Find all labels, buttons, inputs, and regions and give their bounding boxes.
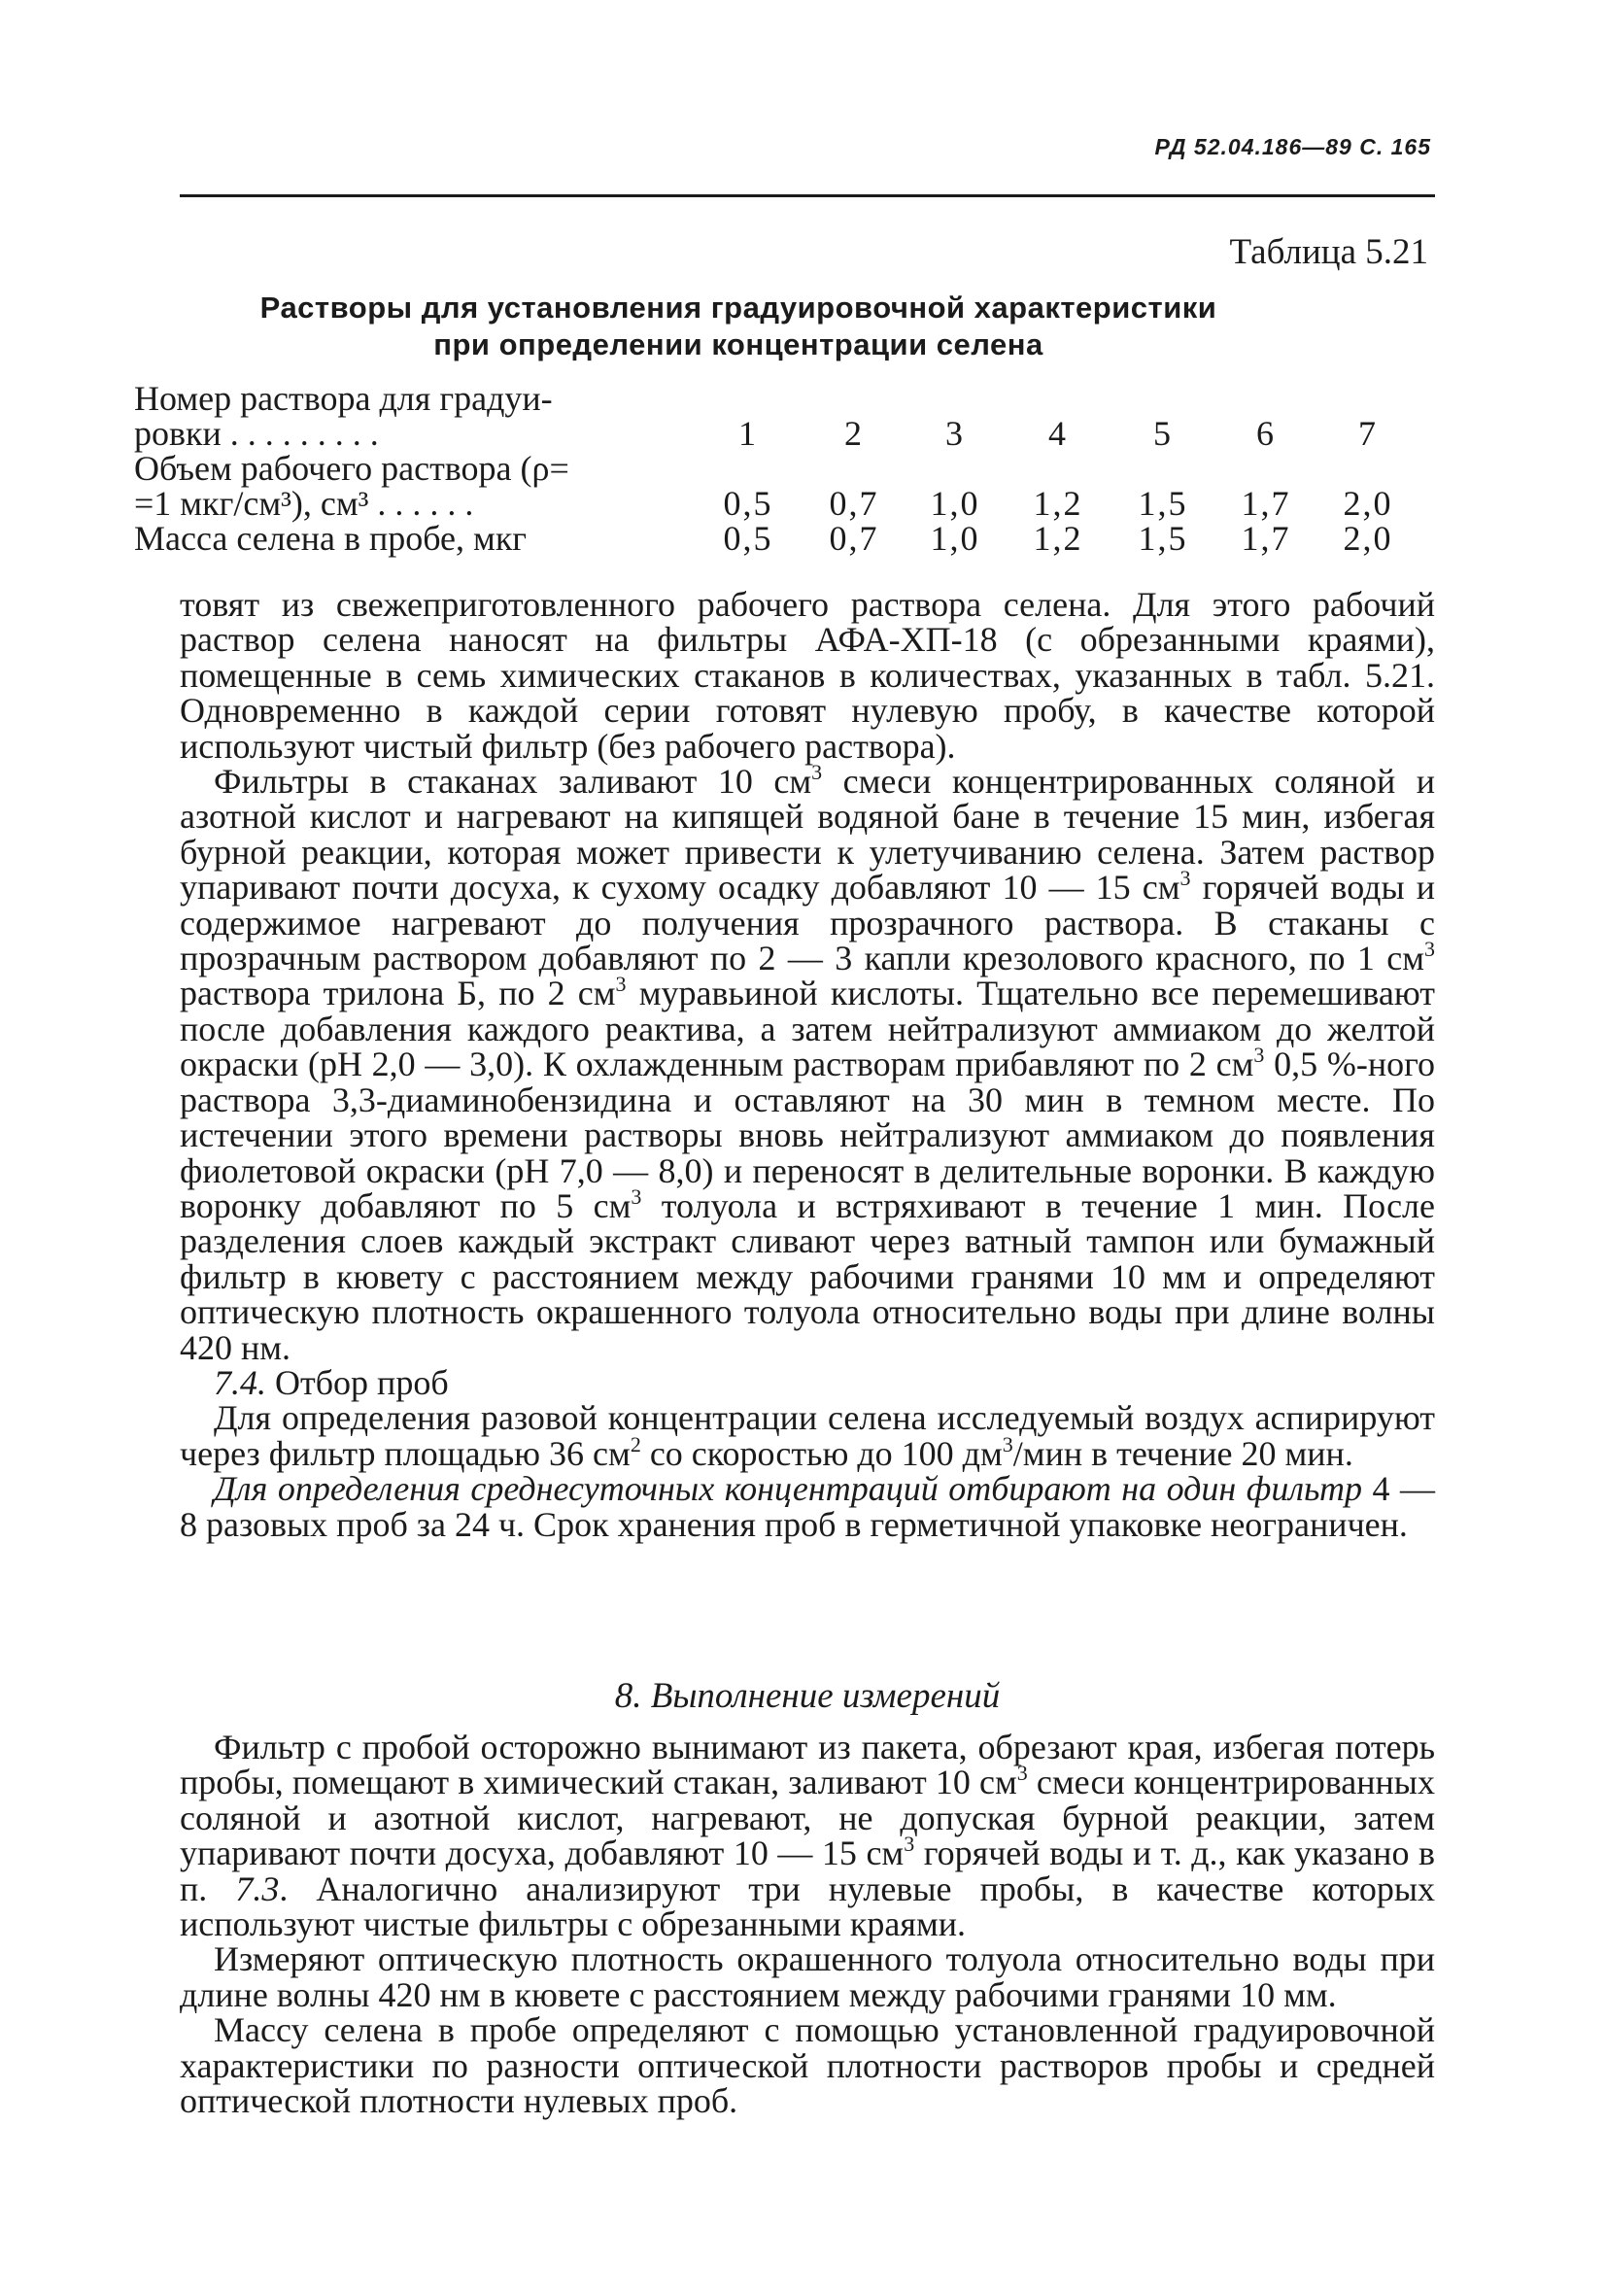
text-run: раствора трилона Б, по 2 см bbox=[180, 974, 616, 1013]
table-cell: 1,5 bbox=[1138, 519, 1188, 558]
table-cell: 1,7 bbox=[1241, 484, 1291, 523]
table-cell: 7 bbox=[1358, 414, 1378, 453]
paragraph bbox=[180, 1471, 1435, 1542]
row-label-line1: Масса селена в пробе, мкг bbox=[134, 519, 528, 558]
table-cell: 0,5 bbox=[723, 519, 773, 558]
table-cell: 4 bbox=[1048, 414, 1068, 453]
superscript: 3 bbox=[1002, 1431, 1013, 1456]
table-cell: 1,2 bbox=[1033, 519, 1083, 558]
section-heading: 8. Выполнение измерений bbox=[614, 1676, 1001, 1716]
superscript: 3 bbox=[904, 1832, 915, 1857]
table-cell: 2,0 bbox=[1343, 484, 1393, 523]
paragraph bbox=[180, 1400, 1435, 1471]
table-caption bbox=[194, 290, 1282, 363]
table-caption-line2: при определении концентрации селена bbox=[433, 327, 1043, 361]
table-cell: 2 bbox=[844, 414, 864, 453]
section-reference: 7.3 bbox=[235, 1868, 280, 1908]
subsection-heading bbox=[180, 1362, 1435, 1402]
header-rule bbox=[180, 194, 1435, 197]
row-label-line1: Номер раствора для градуи- bbox=[134, 379, 553, 418]
text-run: /мин в течение 20 мин. bbox=[1012, 1433, 1353, 1473]
table-cell: 0,7 bbox=[829, 519, 879, 558]
table-cell: 0,5 bbox=[723, 484, 773, 523]
superscript: 2 bbox=[630, 1431, 641, 1456]
text-run: муравьиной кислоты. Тщательно все перемешивают после добавления каждого реактива, а затем нейтрализуют аммиаком до желтой окраски (рН 2,0 — 3,0). К охлажденным растворам прибавляют по 2 см bbox=[180, 974, 1435, 1084]
table-cell: 2,0 bbox=[1343, 519, 1393, 558]
superscript: 3 bbox=[615, 972, 627, 997]
paragraph: товят из свежеприготовленного рабочего раствора селена. Для этого рабочий раствор селена наносят на фильтры АФА-ХП-18 (с обрезанными краями), помещенные в семь химических стаканов в количествах, указанных в табл. 5.21. Одновременно в каждой серии готовят нулевую пробу, в качестве которой используют чистый фильтр (без рабочего раствора). bbox=[180, 585, 1435, 766]
table-cell: 5 bbox=[1153, 414, 1173, 453]
table-cell: 1,7 bbox=[1241, 519, 1291, 558]
superscript: 3 bbox=[1016, 1761, 1028, 1786]
table-cell: 6 bbox=[1256, 414, 1276, 453]
section-8-text bbox=[180, 1728, 1436, 2121]
text-run: смеси концентрированных соляной и азотной кислот и нагревают на кипящей водяной бане в течение 15 мин, избегая бурной реакции, которая может привести к улетучиванию селена. Затем раствор упаривают почти досуха, к сухому осадку добавляют 10 — 15 см bbox=[180, 762, 1435, 908]
table-cell: 1,2 bbox=[1033, 484, 1083, 523]
table-caption-line1: Растворы для установления градуировочной характеристики bbox=[259, 291, 1217, 325]
paragraph bbox=[180, 1728, 1436, 1944]
text-run: Фильтр с пробой осторожно вынимают из пакета, обрезают края, избегая потерь пробы, помещают в химический стакан, заливают 10 см bbox=[180, 1728, 1435, 1802]
paragraph bbox=[180, 760, 1435, 1367]
superscript: 3 bbox=[1253, 1043, 1265, 1068]
table-number: Таблица 5.21 bbox=[1229, 232, 1428, 272]
text-run: со скоростью до 100 дм bbox=[640, 1433, 1003, 1473]
row-label-line1: Объем рабочего раствора (ρ= bbox=[134, 449, 569, 488]
text-run: 0,5 %-ного раствора 3,3-диаминобензидина и оставляют на 30 мин в темном месте. По истечении этого времени растворы вновь нейтрализуют аммиаком до появления фиолетовой окраски (рН 7,0 — 8,0) и переносят в делительные воронки. В каждую воронку добавляют по 5 см bbox=[180, 1045, 1435, 1225]
table-cell: 1,0 bbox=[930, 484, 980, 523]
row-label-line2: =1 мкг/см³), см³ . . . . . . bbox=[134, 484, 474, 523]
subsection-title: Отбор проб bbox=[266, 1362, 449, 1402]
row-label-line2: ровки . . . . . . . . . bbox=[134, 414, 379, 453]
text-run: 4 — 8 разовых проб за 24 ч. Срок хранения проб в герметичной упаковке неограничен. bbox=[180, 1469, 1435, 1544]
text-run: Для определения среднесуточных концентраций отбирают на один фильтр bbox=[214, 1469, 1362, 1509]
table-cell: 0,7 bbox=[829, 484, 879, 523]
text-run: толуола и встряхивают в течение 1 мин. После разделения слоев каждый экстракт сливают через ватный тампон или бумажный фильтр в кювету с расстоянием между рабочими гранями 10 мм и определяют оптическую плотность окрашенного толуола относительно воды при длине волны 420 нм. bbox=[180, 1185, 1435, 1367]
text-run: Фильтры в стаканах заливают 10 см bbox=[214, 762, 812, 802]
paragraph: Массу селена в пробе определяют с помощью установленной градуировочной характеристики по разности оптической плотности растворов пробы и средней оптической плотности нулевых проб. bbox=[180, 2010, 1435, 2121]
table-cell: 1,5 bbox=[1138, 484, 1188, 523]
text-run: . Аналогично анализируют три нулевые пробы, в качестве которых используют чистые фильтры с обрезанными краями. bbox=[180, 1868, 1436, 1944]
superscript: 3 bbox=[1179, 866, 1191, 891]
text-run: горячей воды и т. д., как указано в п. bbox=[180, 1833, 1435, 1908]
superscript: 3 bbox=[811, 760, 823, 785]
superscript: 3 bbox=[1424, 937, 1435, 962]
paragraph: Измеряют оптическую плотность окрашенного толуола относительно воды при длине волны 420 нм в кювете с расстоянием между рабочими гранями 10 мм. bbox=[180, 1939, 1435, 2014]
table-cell: 1,0 bbox=[930, 519, 980, 558]
table-cell: 1 bbox=[738, 414, 758, 453]
text-run: Для определения разовой концентрации селена исследуемый воздух аспирируют через фильтр площадью 36 см bbox=[180, 1398, 1435, 1473]
subsection-number: 7.4. bbox=[214, 1362, 266, 1402]
text-run: горячей воды и содержимое нагревают до получения прозрачного раствора. В стаканы с прозрачным раствором добавляют по 2 — 3 капли крезолового красного, по 1 см bbox=[180, 868, 1435, 978]
body-text bbox=[180, 587, 1435, 1542]
superscript: 3 bbox=[631, 1183, 642, 1209]
table-cell: 3 bbox=[945, 414, 965, 453]
text-run: смеси концентрированных соляной и азотной кислот, нагревают, не допуская бурной реакции, затем упаривают почти досуха, добавляют 10 — 15 см bbox=[180, 1763, 1435, 1873]
running-head: РД 52.04.186—89 С. 165 bbox=[1154, 134, 1431, 159]
